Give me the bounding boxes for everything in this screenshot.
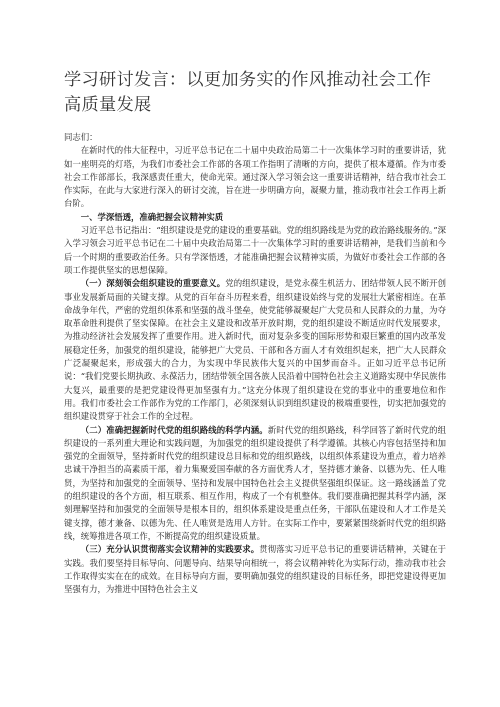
salutation: 同志们： (64, 132, 98, 142)
subsection-1-text: 党的组织建设，是党永葆生机活力、团结带领人民不断开创事业发展新局面的关键支撑。从党的百年奋斗历程来看，组织建设始终与党的发展壮大紧密相连。在革命战争年代，严密的党组织体系和坚强的战斗堡垒，使党能够凝聚起广大党员和人民群众的力量，为夺取革命胜利提供了坚实保障。在社会主义建设和改革开放时期，党的组织建设不断适应时代发展要求，为推动经济社会发展发挥了重要作用。进入新时代，面对复杂多变的国际形势和艰巨繁重的国内改革发展稳定任务，加强党的组织建设，能够把广大党员、干部和各方面人才有效组织起来，把广大人民群众广泛凝聚起来，形成强大的合力，为实现中华民族伟大复兴的中国梦而奋斗。正如习近平总书记所说：“我们党要长期执政、永葆活力，团结带领全国各族人民沿着中国特色社会主义道路实现中华民族伟大复兴，最重要的是把党建设得更加坚强有力。”这充分体现了组织建设在党的事业中的重要地位和作用。我们市委社会工作部作为党的工作部门，必须深刻认识到组织建设的极端重要性，切实把加强党的组织建设贯穿于社会工作的全过程。 (64, 278, 447, 422)
section-1-intro-paragraph: 习近平总书记指出：“组织建设是党的建设的重要基础。党的组织路线是为党的政治路线服务的。”深入学习领会习近平总书记在二十届中央政治局第二十一次集体学习时的重要讲话精神，是我们当前和今后一个时期的重要政治任务。只有学深悟透，才能准确把握会议精神实质，为做好市委社会工作部的各项工作提供坚实的思想保障。 (64, 225, 446, 275)
subsection-2-lead: （二）准确把握新时代党的组织路线的科学内涵。 (80, 424, 268, 435)
intro-paragraph: 在新时代的伟大征程中，习近平总书记在二十届中央政治局第二十一次集体学习时的重要讲话，犹如一座明亮的灯塔，为我们市委社会工作部的各项工作指明了清晰的方向，提供了根本遵循。作为市委社会工作部部长，我深感责任重大，使命光荣。通过深入学习领会这一重要讲话精神，结合我市社会工作实际，在此与大家进行深入的研讨交流，旨在进一步明确方向，凝聚力量，推动我市社会工作再上新台阶。 (64, 145, 446, 209)
document-title: 学习研讨发言：以更加务实的作风推动社会工作高质量发展 (64, 70, 432, 115)
subsection-3-lead: （三）充分认识贯彻落实会议精神的实践要求。 (80, 544, 260, 555)
section-1-heading: 一、学深悟透，准确把握会议精神实质 (80, 211, 224, 222)
subsection-2-text: 新时代党的组织路线，科学回答了新时代党的组织建设的一系列重大理论和实践问题，为加强党的组织建设提供了科学遵循。其核心内容包括坚持和加强党的全面领导，坚持新时代党的组织建设总目标和党的组织路线，以组织体系建设为重点，着力培养忠诚干净担当的高素质干部，着力集聚爱国奉献的各方面优秀人才，坚持德才兼备、以德为先、任人唯贤，为坚持和加强党的全面领导、坚持和发展中国特色社会主义提供坚强组织保证。这一路线涵盖了党的组织建设的各个方面，相互联系、相互作用，构成了一个有机整体。我们要准确把握其科学内涵，深刻理解坚持和加强党的全面领导是根本目的，组织体系建设是重点任务，干部队伍建设和人才工作是关键支撑，德才兼备、以德为先、任人唯贤是选用人方针。在实际工作中，要紧紧围绕新时代党的组织路线，统筹推进各项工作，不断提高党的组织建设质量。 (64, 424, 447, 541)
subsection-2-paragraph (64, 424, 446, 544)
document-body (64, 131, 446, 596)
subsection-3-text: 贯彻落实习近平总书记的重要讲话精神，关键在于实践。我们要坚持目标导向、问题导向、结果导向相统一，将会议精神转化为实际行动，推动我市社会工作取得实实在在的成效。在目标导向方面，要明确加强党的组织建设的目标任务，即把党建设得更加坚强有力，为推进中国特色社会主义 (64, 544, 447, 595)
subsection-3-paragraph (64, 543, 446, 596)
subsection-1-lead: （一）深刻领会组织建设的重要意义。 (80, 278, 226, 289)
subsection-1-paragraph (64, 277, 446, 423)
